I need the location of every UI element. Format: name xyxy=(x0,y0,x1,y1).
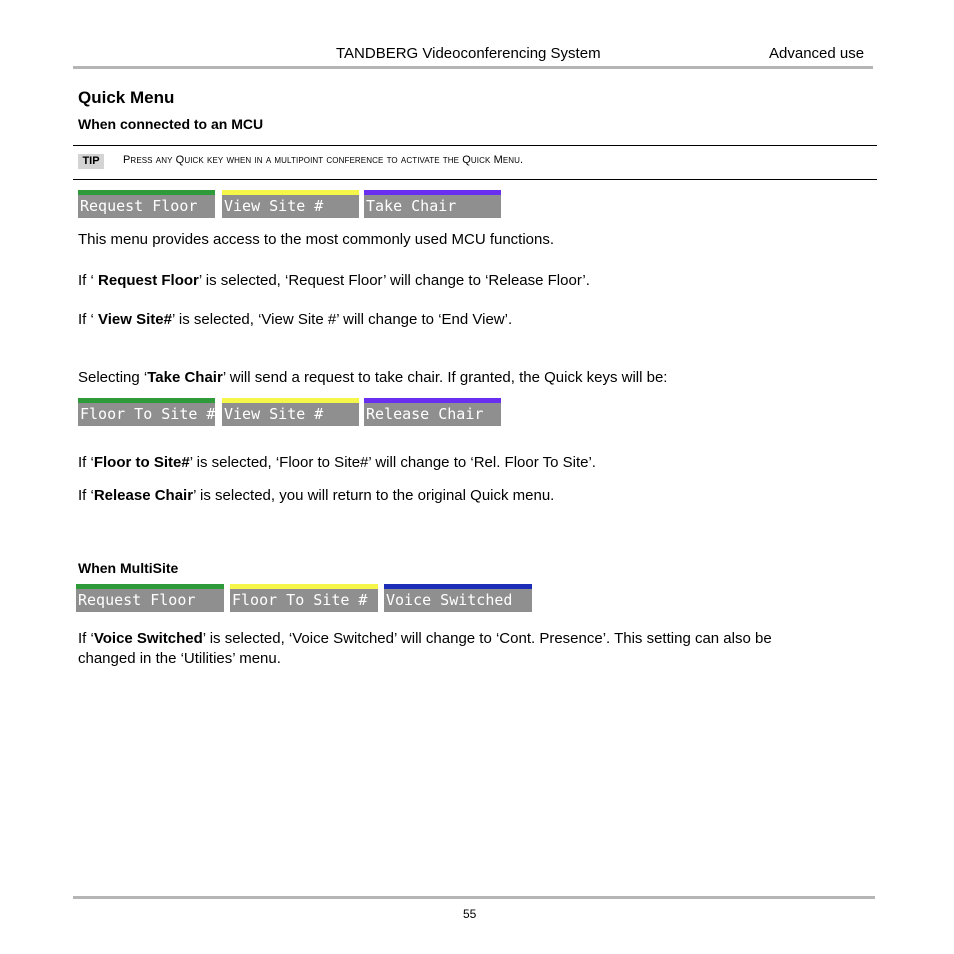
quick-key-release-chair xyxy=(364,398,501,426)
quick-key-label: Floor To Site # xyxy=(232,591,368,609)
paragraph-release-chair: If ‘Release Chair’ is selected, you will return to the original Quick menu. xyxy=(78,487,555,504)
paragraph-floor-to-site: If ‘Floor to Site#’ is selected, ‘Floor to Site#’ will change to ‘Rel. Floor To Site’. xyxy=(78,454,596,471)
subheading-multisite: When MultiSite xyxy=(78,560,179,576)
quick-key-take-chair xyxy=(364,190,501,218)
tip-badge: TIP xyxy=(78,154,104,169)
paragraph-request-floor: If ‘ Request Floor’ is selected, ‘Request Floor’ will change to ‘Release Floor’. xyxy=(78,272,590,289)
quick-key-view-site-2 xyxy=(222,398,359,426)
header-rule xyxy=(73,66,873,69)
quick-key-label: Floor To Site # xyxy=(80,405,216,423)
document-header-title: TANDBERG Videoconferencing System xyxy=(336,45,601,62)
section-heading: Quick Menu xyxy=(78,88,175,107)
quick-key-floor-to-site xyxy=(78,398,215,426)
quick-key-label: View Site # xyxy=(224,405,324,423)
paragraph-voice-switched-cont: changed in the ‘Utilities’ menu. xyxy=(78,650,281,667)
quick-key-label: View Site # xyxy=(224,197,324,215)
quick-key-request-floor-multisite xyxy=(76,584,224,612)
paragraph-voice-switched: If ‘Voice Switched’ is selected, ‘Voice Switched’ will change to ‘Cont. Presence’. This setting can also be xyxy=(78,630,772,647)
document-header-section: Advanced use xyxy=(769,45,865,62)
paragraph-take-chair: Selecting ‘Take Chair’ will send a request to take chair. If granted, the Quick keys will be: xyxy=(78,369,668,386)
quick-key-floor-to-site-multisite xyxy=(230,584,378,612)
tip-rule-bottom xyxy=(73,179,877,180)
subheading-mcu: When connected to an MCU xyxy=(78,116,264,132)
page-number: 55 xyxy=(463,907,477,921)
quick-key-label: Take Chair xyxy=(366,197,457,215)
quick-key-label: Request Floor xyxy=(78,591,196,609)
quick-key-view-site xyxy=(222,190,359,218)
quick-key-label: Request Floor xyxy=(80,197,198,215)
quick-key-voice-switched xyxy=(384,584,532,612)
paragraph-access: This menu provides access to the most commonly used MCU functions. xyxy=(78,231,555,248)
quick-key-label: Voice Switched xyxy=(386,591,513,609)
paragraph-view-site: If ‘ View Site#’ is selected, ‘View Site #’ will change to ‘End View’. xyxy=(78,311,513,328)
quick-key-request-floor xyxy=(78,190,215,218)
tip-rule-top xyxy=(73,145,877,146)
tip-text: Press any Quick key when in a multipoint conference to activate the Quick Menu. xyxy=(123,154,524,166)
footer-rule xyxy=(73,896,875,899)
quick-key-label: Release Chair xyxy=(366,405,484,423)
